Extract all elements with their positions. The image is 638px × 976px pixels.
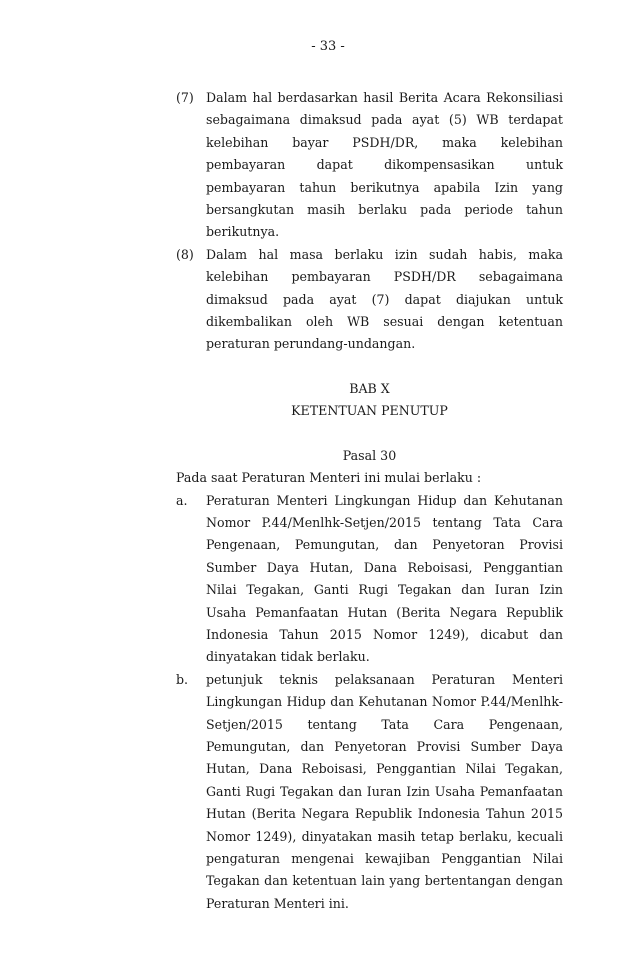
page-number: - 33 - [311, 39, 345, 54]
paragraph-text: Dalam hal masa berlaku izin sudah habis, maka kelebihan pembayaran PSDH/DR sebagaimana dimaksud pada ayat (7) dapat diajukan untuk dikembalikan oleh WB sesuai dengan ketentuan peraturan perundang-undangan. [206, 246, 563, 352]
paragraph-8 [176, 244, 563, 356]
paragraph-7 [176, 87, 563, 244]
paragraph-marker: (8) [176, 246, 194, 262]
list-item-a [176, 490, 563, 669]
list-item-text: petunjuk teknis pelaksanaan Peraturan Menteri Lingkungan Hidup dan Kehutanan Nomor P.44/Menlhk-Setjen/2015 tentang Tata Cara Pengenaan, Pemungutan, dan Penyetoran Provisi Sumber Daya Hutan, Dana Reboisasi, Penggantian Nilai Tegakan, Ganti Rugi Tegakan dan Iuran Izin Usaha Pemanfaatan Hutan (Berita Negara Republik Indonesia Tahun 2015 Nomor 1249), dinyatakan masih tetap berlaku, kecuali pengaturan mengenai kewajiban Penggantian Nilai Tegakan dan ketentuan lain yang bertentangan dengan Peraturan Menteri ini. [206, 671, 563, 911]
list-item-marker: b. [176, 671, 189, 687]
list-item-b [176, 669, 563, 915]
spacer [176, 356, 563, 378]
list-item-marker: a. [176, 492, 188, 508]
article-title: Pasal 30 [342, 447, 397, 463]
list-item-text: Peraturan Menteri Lingkungan Hidup dan Kehutanan Nomor P.44/Menlhk-Setjen/2015 tentang Tata Cara Pengenaan, Pemungutan, dan Penyetoran Provisi Sumber Daya Hutan, Dana Reboisasi, Penggantian Nilai Tegakan, Ganti Rugi Tegakan dan Iuran Izin Usaha Pemanfaatan Hutan (Berita Negara Republik Indonesia Tahun 2015 Nomor 1249), dicabut dan dinyatakan tidak berlaku. [206, 492, 563, 665]
chapter-title: KETENTUAN PENUTUP [291, 403, 448, 419]
chapter-number: BAB X [349, 380, 390, 396]
document-body [176, 87, 563, 915]
spacer [176, 423, 563, 445]
paragraph-text: Dalam hal berdasarkan hasil Berita Acara Rekonsiliasi sebagaimana dimaksud pada ayat (5) WB terdapat kelebihan bayar PSDH/DR, maka kelebihan pembayaran dapat dikompensasikan untuk pembayaran tahun berikutnya apabila Izin yang bersangkutan masih berlaku pada periode tahun berikutnya. [206, 90, 563, 240]
article-intro: Pada saat Peraturan Menteri ini mulai berlaku : [176, 470, 482, 486]
paragraph-marker: (7) [176, 90, 194, 105]
